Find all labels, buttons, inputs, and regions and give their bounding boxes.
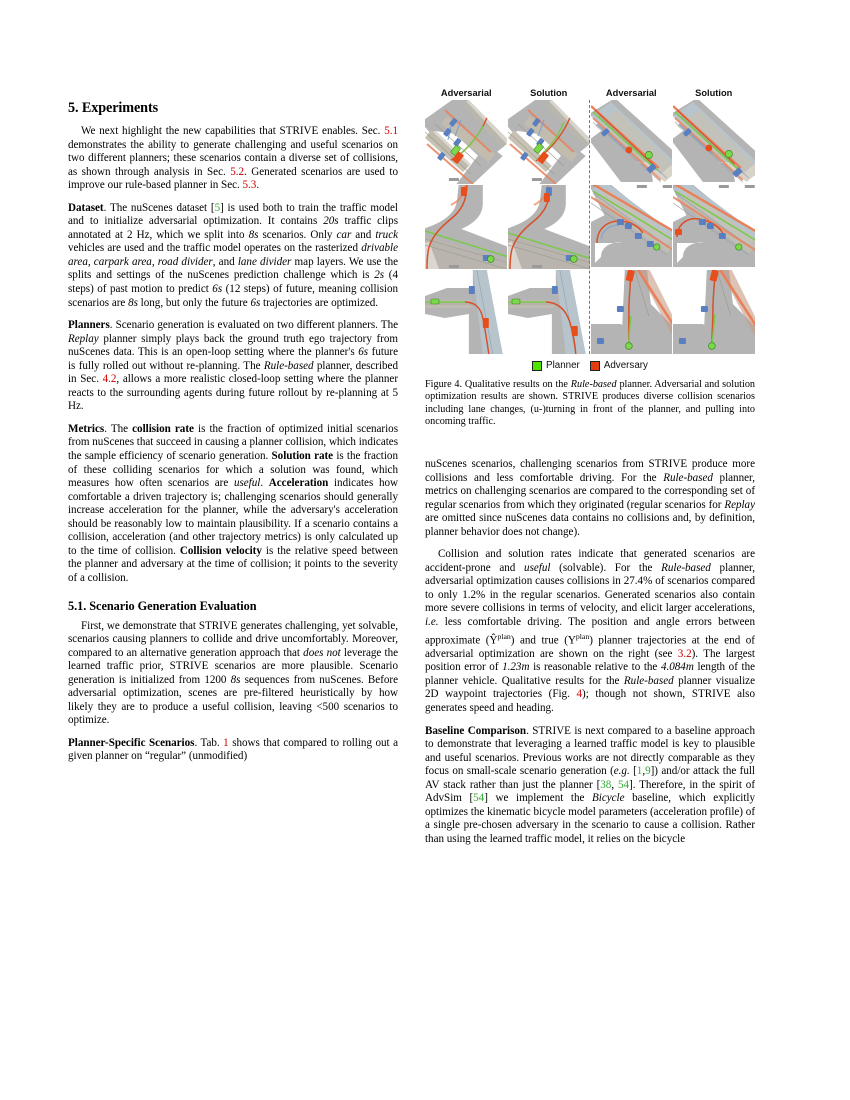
section-reference-link[interactable]: 3.2 <box>677 647 692 660</box>
figure-panel-grid <box>425 100 755 354</box>
figure-header-solution-2: Solution <box>695 88 733 98</box>
section-reference-link[interactable]: 5.1 <box>384 125 398 137</box>
figure-center-divider <box>589 100 590 354</box>
paragraph-nuscenes-cont: nuScenes scenarios, challenging scenarios from STRIVE produce more collisions and less comfortable driving. For the Rule-based planner, metrics on challenging scenarios are compared to the corresponding set of regular scenarios from which they originated (regular scenarios for Replay are omitted since nuScenes data contains no collisions and, by definition, planner behavior does not change). <box>425 458 755 538</box>
paragraph-dataset: Dataset. The nuScenes dataset [5] is used both to train the traffic model and to initialize adversarial optimization. It contains 20s traffic clips annotated at 2 Hz, which we split into 8s scenarios. Only car and truck vehicles are used and the traffic model operates on the rasterized drivable area, carpark area, road divider, and lane divider map layers. We use the splits and settings of the nuScenes prediction challenge which is 2s (4 steps) of past motion to predict 6s (12 steps) of future, meaning collision scenarios are 8s long, but only the future 6s trajectories are optimized. <box>68 201 399 309</box>
figure-panel-r3c3 <box>591 270 673 354</box>
left-text-column <box>68 100 398 773</box>
citation-link[interactable]: 5 <box>214 201 221 214</box>
paragraph-metrics: Metrics. The collision rate is the fraction of optimized initial scenarios from nuScenes that succeed in causing a planner collision, which indicates the sample efficiency of scenario generation. Solution rate is the fraction of these colliding scenarios for which a solution was found, which measures how often scenarios are useful. Acceleration indicates how comfortable a driven trajectory is; challenging scenarios should generally increase acceleration for the planner, while the adversary's acceleration should be reasonably low to maintain plausibility. If a scenario contains a collision, acceleration (and other trajectory metrics) is only calculated up to the time of collision. Collision velocity is the relative speed between the planner and adversary at the time of collision; it points to the severity of a collision. <box>68 422 398 584</box>
figure-panel-r2c1 <box>425 185 507 269</box>
figure-panel-r3c1 <box>425 270 507 354</box>
figure-panel-r2c2 <box>508 185 590 269</box>
legend-item-planner <box>532 360 580 371</box>
citation-link[interactable]: 54 <box>618 778 630 791</box>
legend-label-planner: Planner <box>546 360 580 371</box>
legend-label-adversary: Adversary <box>603 360 648 371</box>
right-column-body <box>425 458 755 846</box>
figure-row-1 <box>425 100 755 184</box>
paragraph-gen-eval: First, we demonstrate that STRIVE generates challenging, yet solvable, scenarios causing planners to collide and drive uncomfortably. Moreover, compared to an alternative generation approach that does not leverage the learned traffic prior, STRIVE scenarios are more plausible. Scenario generation is initialized from 1200 8s sequences from nuScenes. Before adversarial optimization, scenes are pre-filtered heuristically by how likely they are to produce a useful collision, leaving <500 scenarios to optimize. <box>68 619 399 727</box>
section-reference-link[interactable]: 4 <box>576 688 583 701</box>
legend-item-adversary <box>590 360 648 371</box>
citation-link[interactable]: 9 <box>645 765 651 778</box>
citation-link[interactable]: 1 <box>636 765 643 778</box>
figure-panel-r1c2 <box>508 100 590 184</box>
figure-header-solution-1: Solution <box>530 88 568 98</box>
section-reference-link[interactable]: 5.2 <box>230 165 245 178</box>
figure-panel-r1c1 <box>425 100 507 184</box>
right-text-column <box>425 458 755 855</box>
figure-header-adversarial-2: Adversarial <box>605 88 657 98</box>
figure-4 <box>425 88 755 429</box>
figure-column-headers <box>425 88 755 98</box>
adversary-color-swatch <box>590 361 600 371</box>
figure-panel-r2c3 <box>591 185 673 269</box>
left-column-body <box>68 125 398 764</box>
section-heading: 5. Experiments <box>68 100 159 116</box>
figure-panel-r1c4 <box>673 100 755 184</box>
section-reference-link[interactable]: 1 <box>223 736 229 749</box>
citation-link[interactable]: 54 <box>473 792 485 805</box>
figure-panel-r3c2 <box>508 270 590 354</box>
paragraph-planners: Planners. Scenario generation is evaluated on two different planners. The Replay planner simply plays back the ground truth ego trajectory from nuScenes data. This is an open-loop setting where the planner's 6s future is fully rolled out without re-planning. The Rule-based planner, described in Sec. 4.2, allows a more realistic closed-loop setting where the planner reacts to the surrounding agents during future rollout by re-planning at 5 Hz. <box>68 319 399 413</box>
figure-row-2 <box>425 185 755 269</box>
planner-color-swatch <box>532 361 542 371</box>
subsection-heading: 5.1. Scenario Generation Evaluation <box>68 598 257 613</box>
figure-panel-r1c3 <box>591 100 673 184</box>
section-reference-link[interactable]: 5.3 <box>242 179 257 192</box>
figure-row-3 <box>425 270 755 354</box>
section-reference-link[interactable]: 4.2 <box>102 373 117 386</box>
figure-panel-r2c4 <box>673 185 755 269</box>
figure-panel-r3c4 <box>673 270 755 354</box>
paragraph-planner-specific: Planner-Specific Scenarios. Tab. 1 shows that compared to rolling out a given planner on “regular” (unmodified) <box>68 736 398 763</box>
paragraph-intro: We next highlight the new capabilities that STRIVE enables. Sec. 5.1 demonstrates the ability to generate challenging and useful scenarios on two different planners; these scenarios contain a diverse set of collisions, as shown through analysis in Sec. 5.2. Generated scenarios are used to improve our rule-based planner in Sec. 5.3. <box>68 125 399 192</box>
figure-header-adversarial-1: Adversarial <box>440 88 492 98</box>
figure-caption: Figure 4. Qualitative results on the Rule-based planner. Adversarial and solution optimization results are shown. STRIVE produces diverse collision scenarios including lane changes, (u-)turning in front of the planner, and pulling into oncoming traffic. <box>425 379 756 428</box>
citation-link[interactable]: 38 <box>600 778 612 791</box>
paragraph-baseline: Baseline Comparison. STRIVE is next compared to a baseline approach to demonstrate that leveraging a learned traffic model is key to plausible and useful scenarios. Previous works are not directly comparable as they focus on small-scale scenario generation (e.g. [1,9]) and/or attack the full AV stack rather than just the planner [38, 54]. Therefore, in the spirit of AdvSim [54] we implement the Bicycle baseline, which explicitly optimizes the kinematic bicycle model parameters (acceleration profile) of a single pre-chosen adversary in the scenario to cause a collision. Rather than using the learned traffic model, it relies on the bicycle <box>425 724 756 845</box>
paragraph-collision-solution: Collision and solution rates indicate that generated scenarios are accident-prone and useful (solvable). For the Rule-based planner, adversarial optimization causes collisions in 27.4% of scenarios compared to only 1.2% in the regular scenarios. Generated scenarios also contain more severe collisions in terms of velocity, and elicit larger accelerations, i.e. less comfortable driving. The position and angle errors between approximate $(Ŷ^{plan})$ and true $(Y^{plan})$ planner trajectories at the end of adversarial optimization are shown on the right (see 3.2). The largest position error of 1.23m is reasonable relative to the 4.084m length of the planner vehicle. Qualitative results for the Rule-based planner visualize 2D waypoint trajectories (Fig. 4); though not shown, STRIVE also generates speed and heading. <box>425 548 755 714</box>
figure-legend <box>425 360 755 371</box>
